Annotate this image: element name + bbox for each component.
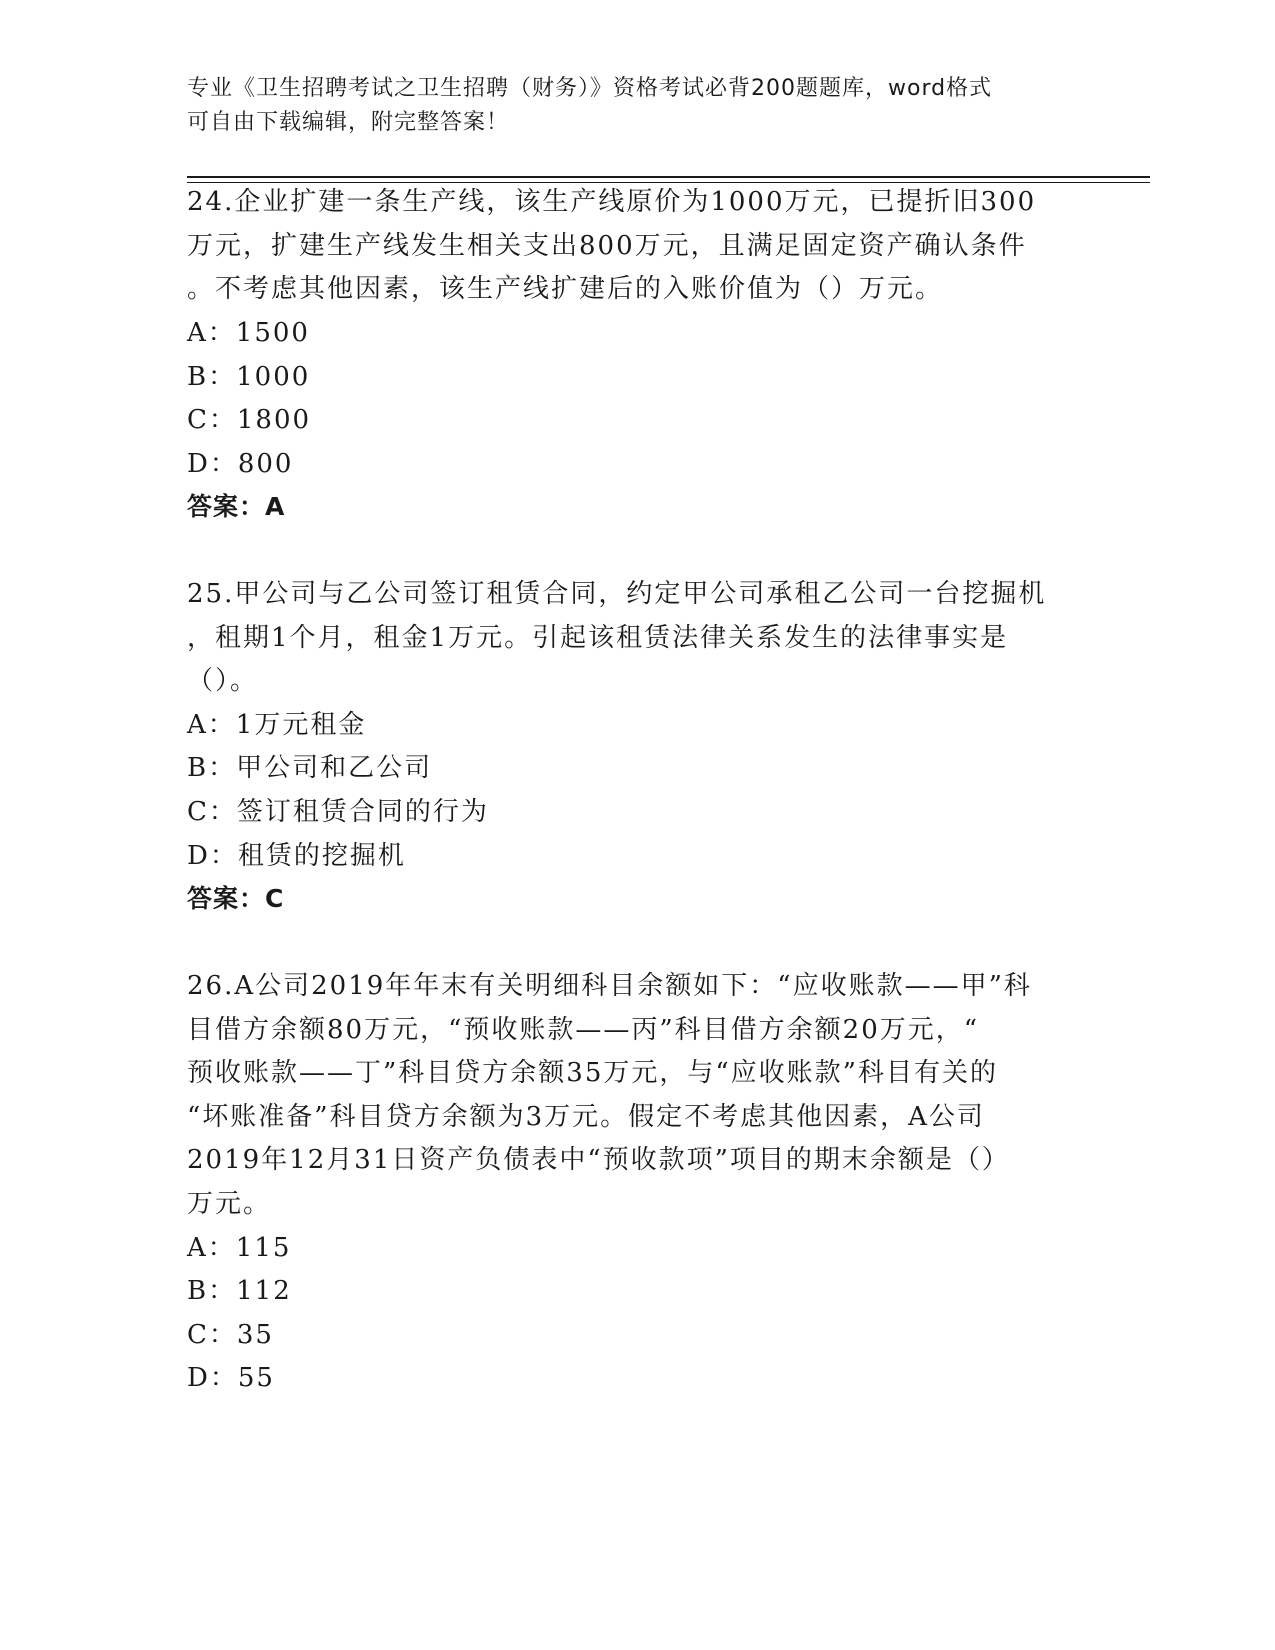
question-stem-line: 25.甲公司与乙公司签订租赁合同，约定甲公司承租乙公司一台挖掘机 [187, 579, 1047, 609]
option-b: B：甲公司和乙公司 [187, 753, 433, 783]
question-stem-line: 2019年12月31日资产负债表中“预收款项”项目的期末余额是（） [187, 1145, 1010, 1175]
option-d: D：租赁的挖掘机 [187, 841, 406, 871]
option-c: C：签订租赁合同的行为 [187, 797, 489, 827]
option-b: B：1000 [187, 362, 311, 392]
question-stem-line: （）。 [187, 666, 259, 696]
question-stem-line: 万元，扩建生产线发生相关支出800万元，且满足固定资产确认条件 [187, 231, 1027, 261]
question-stem-line: 预收账款——丁”科目贷方余额35万元，与“应收账款”科目有关的 [187, 1058, 998, 1088]
answer-text: 答案：A [187, 492, 286, 521]
question-stem-line: 万元。 [187, 1189, 272, 1219]
question-stem-line: 目借方余额80万元，“预收账款——丙”科目借方余额20万元，“ [187, 1015, 980, 1045]
option-b: B：112 [187, 1276, 292, 1306]
question-stem-line: 。不考虑其他因素，该生产线扩建后的入账价值为（）万元。 [187, 274, 944, 304]
option-a: A：1万元租金 [187, 710, 367, 740]
question-stem-line: “坏账准备”科目贷方余额为3万元。假定不考虑其他因素，A公司 [187, 1102, 985, 1132]
question-stem-line: 24.企业扩建一条生产线，该生产线原价为1000万元，已提折旧300 [187, 187, 1037, 217]
option-d: D：800 [187, 449, 294, 479]
option-a: A：115 [187, 1233, 292, 1263]
document-header [187, 72, 1067, 140]
answer-text: 答案：C [187, 884, 285, 913]
option-c: C：1800 [187, 405, 312, 435]
header-rule-thin [187, 182, 1150, 183]
option-c: C：35 [187, 1320, 274, 1350]
header-line-1: 专业《卫生招聘考试之卫生招聘（财务）》资格考试必背200题题库，word格式 [187, 76, 993, 101]
option-d: D：55 [187, 1363, 275, 1393]
option-a: A：1500 [187, 318, 310, 348]
question-stem-line: 26.A公司2019年年末有关明细科目余额如下：“应收账款——甲”科 [187, 971, 1032, 1001]
header-line-2: 可自由下载编辑，附完整答案！ [187, 110, 510, 135]
question-stem-line: ，租期1个月，租金1万元。引起该租赁法律关系发生的法律事实是 [187, 623, 1009, 653]
header-rule-thick [187, 176, 1150, 178]
